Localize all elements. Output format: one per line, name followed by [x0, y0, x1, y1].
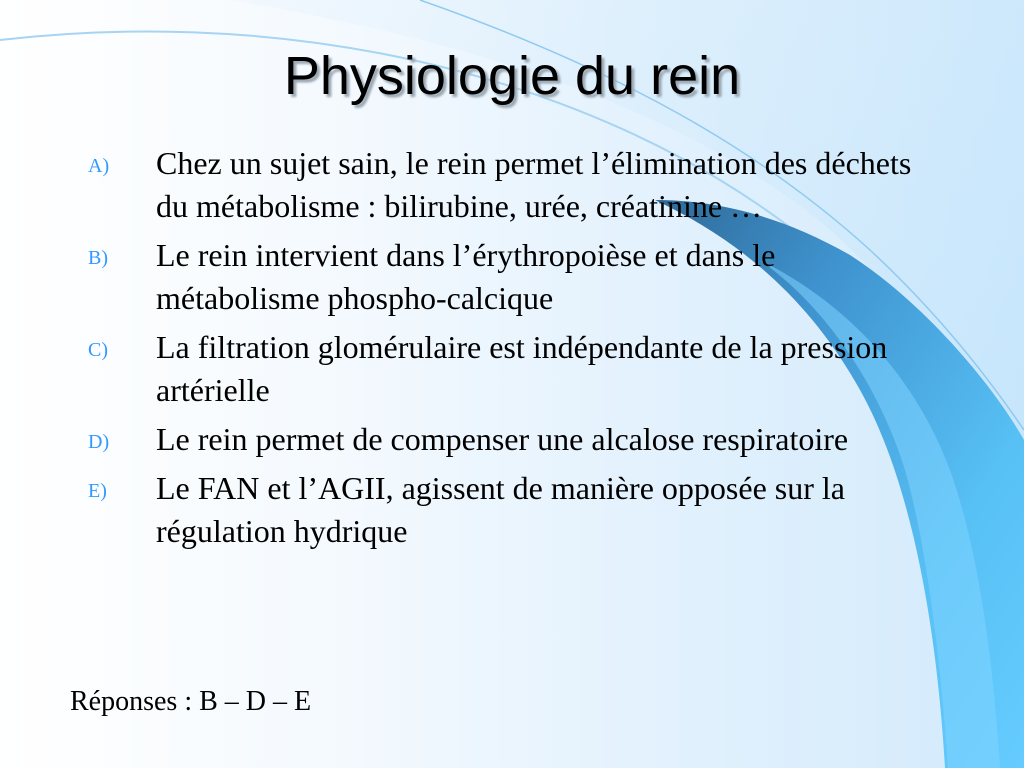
list-item [80, 418, 940, 461]
item-marker: A) [88, 155, 110, 177]
answers-text: Réponses : B – D – E [70, 686, 312, 717]
item-marker: D) [88, 431, 110, 453]
list-item [80, 467, 940, 553]
question-list [80, 142, 940, 559]
list-item [80, 142, 940, 228]
item-marker: E) [88, 480, 107, 502]
item-marker: B) [88, 247, 108, 269]
item-text: Chez un sujet sain, le rein permet l’élimination des déchets du métabolisme : bilirubine, urée, créatinine … [156, 145, 912, 224]
item-text: Le FAN et l’AGII, agissent de manière opposée sur la régulation hydrique [156, 470, 845, 549]
item-marker: C) [88, 339, 108, 361]
list-item [80, 234, 940, 320]
item-text: Le rein permet de compenser une alcalose respiratoire [156, 421, 849, 457]
slide-title: Physiologie du rein [283, 46, 741, 106]
item-text: La filtration glomérulaire est indépendante de la pression artérielle [156, 329, 888, 408]
list-item [80, 326, 940, 412]
item-text: Le rein intervient dans l’érythropoièse et dans le métabolisme phospho-calcique [156, 237, 776, 316]
